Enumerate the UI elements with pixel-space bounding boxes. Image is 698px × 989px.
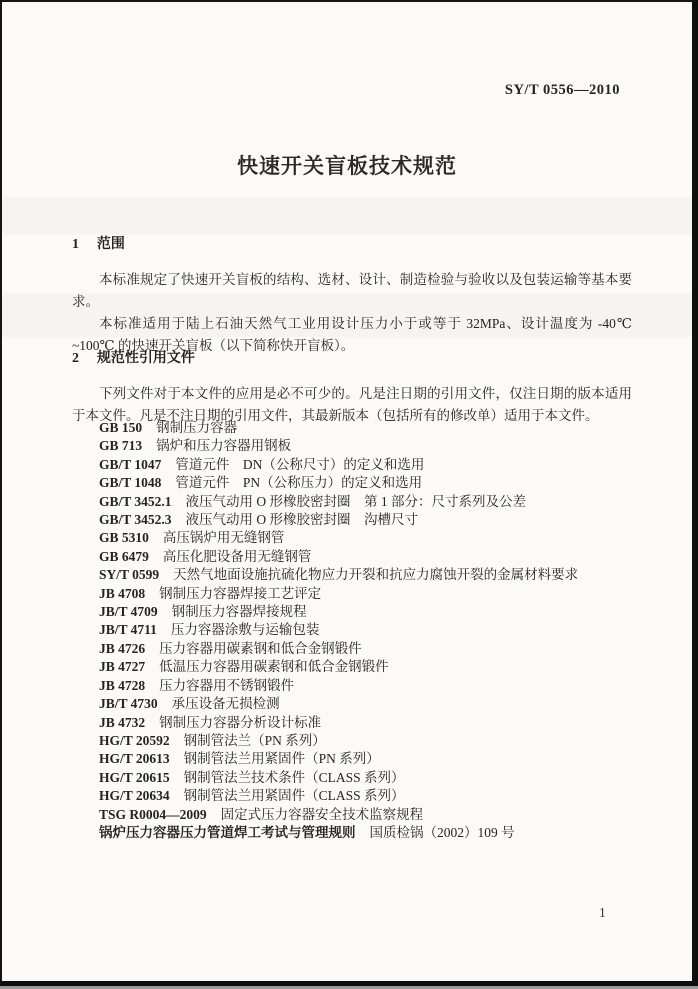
reference-title: 钢制压力容器焊接规程	[171, 604, 307, 620]
reference-item	[99, 566, 644, 584]
reference-code: JB/T 4709	[99, 604, 158, 620]
reference-item	[99, 529, 644, 547]
reference-title: 液压气动用 O 形橡胶密封圈 第 1 部分：尺寸系列及公差	[185, 493, 527, 509]
reference-code: GB 150	[99, 420, 143, 435]
reference-title: 管道元件 DN（公称尺寸）的定义和选用	[175, 456, 425, 472]
reference-item	[99, 695, 644, 713]
standard-code: SY/T 0556—2010	[504, 82, 620, 98]
reference-code: 锅炉压力容器压力管道焊工考试与管理规则	[99, 824, 356, 840]
section-1-title: 范围	[96, 235, 125, 251]
reference-code: GB 6479	[99, 548, 149, 564]
reference-title: 钢制管法兰（PN 系列）	[183, 732, 326, 748]
reference-item	[99, 474, 644, 492]
reference-code: GB/T 1048	[99, 475, 162, 491]
reference-code: JB 4732	[99, 714, 146, 730]
reference-title: 国质检锅（2002）109 号	[369, 824, 515, 840]
reference-item	[99, 585, 644, 603]
reference-item	[99, 732, 644, 750]
section-2-number: 2	[72, 351, 79, 366]
reference-item	[99, 806, 644, 824]
reference-item	[99, 750, 644, 768]
reference-code: GB/T 3452.1	[99, 493, 172, 509]
page-number: 1	[599, 905, 606, 920]
reference-item	[99, 787, 644, 805]
paragraph: 本标准规定了快速开关盲板的结构、选材、设计、制造检验与验收以及包装运输等基本要求。	[72, 272, 632, 309]
reference-code: JB 4727	[99, 659, 146, 675]
reference-code: HG/T 20634	[99, 788, 170, 804]
section-2-title: 规范性引用文件	[96, 349, 195, 365]
reference-item	[99, 603, 644, 621]
reference-title: 高压锅炉用无缝钢管	[162, 530, 285, 546]
reference-item	[99, 511, 644, 529]
reference-title: 天然气地面设施抗硫化物应力开裂和抗应力腐蚀开裂的金属材料要求	[173, 567, 579, 583]
section-2-heading	[72, 347, 195, 367]
reference-code: GB/T 1047	[99, 456, 162, 472]
section-1-heading	[72, 233, 125, 253]
reference-item	[99, 640, 644, 658]
reference-code: JB/T 4711	[99, 622, 157, 638]
reference-title: 液压气动用 O 形橡胶密封圈 沟槽尺寸	[185, 512, 419, 528]
paragraph: 下列文件对于本文件的应用是必不可少的。凡是注日期的引用文件，仅注日期的版本适用于本文件。凡是不注日期的引用文件，其最新版本（包括所有的修改单）适用于本文件。	[72, 386, 632, 423]
reference-item	[99, 456, 644, 474]
section-1-number: 1	[72, 237, 79, 252]
paragraph: 本标准适用于陆上石油天然气工业用设计压力小于或等于 32MPa、设计温度为 -40℃ ~100℃ 的快速开关盲板（以下简称快开盲板）。	[72, 316, 632, 353]
reference-code: TSG R0004—2009	[99, 806, 207, 822]
reference-title: 钢制管法兰用紧固件（PN 系列）	[183, 751, 380, 767]
reference-title: 低温压力容器用碳素钢和低合金钢锻件	[159, 659, 389, 675]
scan-artifact-band	[2, 197, 692, 235]
reference-list	[99, 419, 644, 842]
reference-code: JB 4726	[99, 640, 146, 656]
reference-item	[99, 621, 644, 639]
reference-title: 承压设备无损检测	[171, 696, 280, 712]
reference-item	[99, 824, 644, 842]
reference-title: 钢制管法兰用紧固件（CLASS 系列）	[183, 788, 405, 804]
reference-code: HG/T 20592	[99, 732, 170, 748]
reference-item	[99, 548, 644, 566]
reference-item	[99, 658, 644, 676]
reference-title: 压力容器用碳素钢和低合金钢锻件	[159, 640, 362, 656]
reference-title: 钢制压力容器	[156, 420, 238, 435]
reference-code: HG/T 20613	[99, 751, 170, 767]
reference-title: 钢制压力容器焊接工艺评定	[159, 585, 322, 601]
reference-code: JB 4708	[99, 585, 146, 601]
reference-title: 压力容器涂敷与运输包装	[170, 622, 320, 638]
reference-item	[99, 714, 644, 732]
reference-title: 钢制管法兰技术条件（CLASS 系列）	[183, 769, 405, 785]
reference-title: 管道元件 PN（公称压力）的定义和选用	[175, 475, 423, 491]
reference-title: 锅炉和压力容器用钢板	[156, 438, 292, 454]
reference-code: HG/T 20615	[99, 769, 170, 785]
scope-paragraphs	[72, 269, 632, 357]
reference-title: 固定式压力容器安全技术监察规程	[220, 806, 424, 822]
reference-item	[99, 677, 644, 695]
reference-item	[99, 437, 644, 455]
document-title: 快速开关盲板技术规范	[237, 155, 457, 178]
reference-title: 高压化肥设备用无缝钢管	[162, 548, 312, 564]
reference-code: GB 713	[99, 438, 143, 454]
reference-title: 钢制压力容器分析设计标准	[159, 714, 322, 730]
reference-code: GB 5310	[99, 530, 149, 546]
reference-item	[99, 493, 644, 511]
reference-item	[99, 419, 644, 437]
reference-code: JB 4728	[99, 677, 146, 693]
reference-code: JB/T 4730	[99, 696, 158, 712]
reference-title: 压力容器用不锈钢锻件	[159, 677, 295, 693]
reference-code: SY/T 0599	[99, 567, 160, 583]
reference-item	[99, 769, 644, 787]
reference-code: GB/T 3452.3	[99, 512, 172, 528]
